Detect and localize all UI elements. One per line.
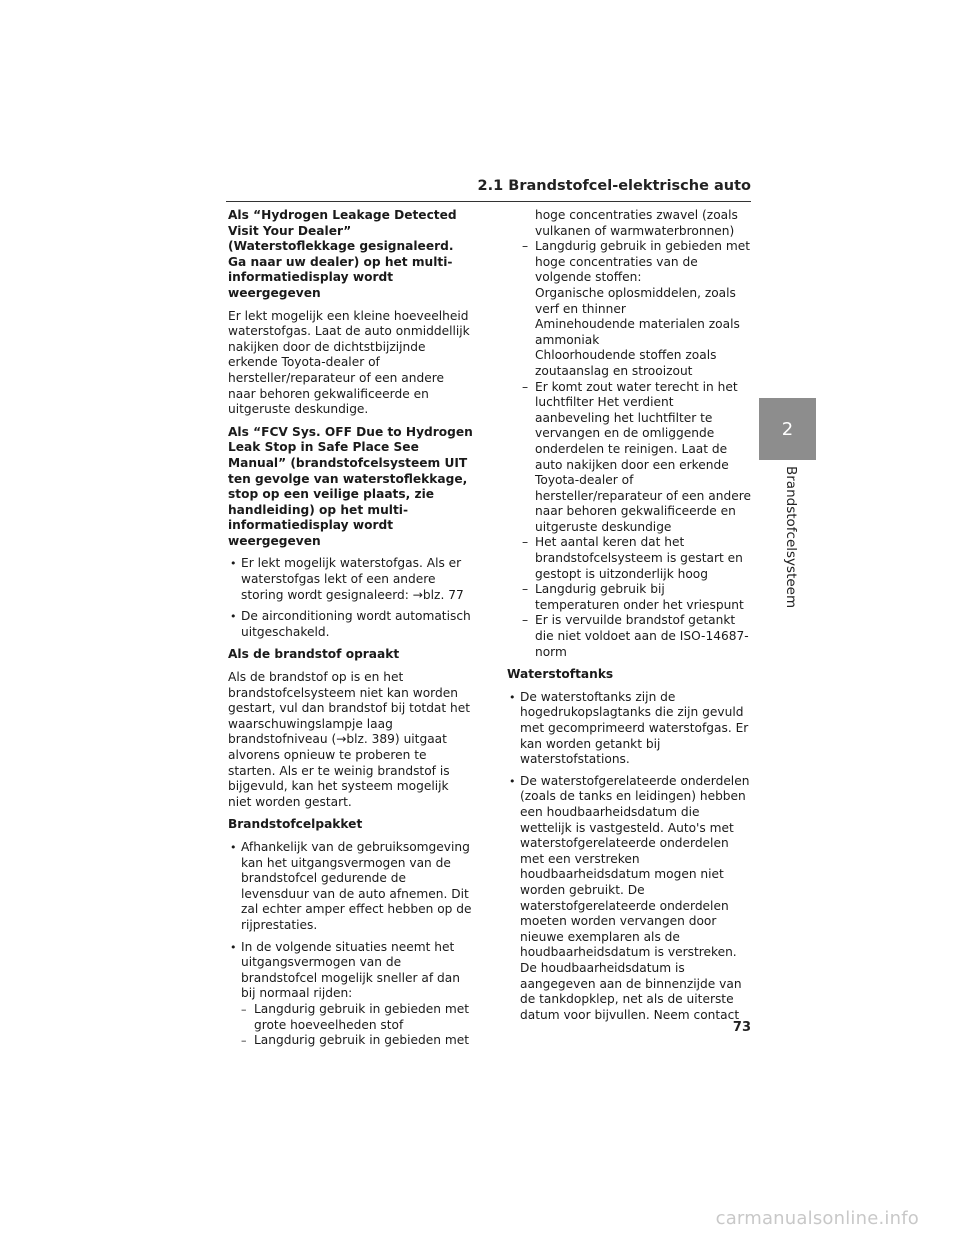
list-item: [228, 940, 473, 1049]
section-heading-hydrogen-leakage: Als “Hydrogen Leakage Detected Visit Your Dealer” (Waterstoflekkage gesignaleerd. Ga naar uw dealer) op het multi-informatiedisplay wordt weergegeven: [228, 208, 457, 300]
dash-list: [241, 1002, 473, 1049]
dash-item: [522, 239, 752, 379]
list-item: • De airconditioning wordt automatisch uitgeschakeld.: [228, 609, 473, 640]
substance-line: Chloorhoudende stoffen zoals zoutaanslag en strooizout: [535, 348, 717, 378]
dash-item: – Het aantal keren dat het brandstofcelsysteem is gestart en gestopt is uitzonderlijk hoog: [522, 535, 752, 582]
watermark: carmanualsonline.info: [715, 1208, 919, 1229]
section-heading-hydrogen-tanks: Waterstoftanks: [507, 667, 614, 682]
dash-item: – Er is vervuilde brandstof getankt die niet voldoet aan de ISO-14687-norm: [522, 613, 752, 660]
list-item-text: In de volgende situaties neemt het uitgangsvermogen van de brandstofcel mogelijk sneller af dan bij normaal rijden:: [241, 939, 460, 1001]
bullet-list-fcv-sys-off: [228, 556, 473, 640]
bullet-list-fuel-cell-stack: [228, 840, 473, 1049]
header-divider: [226, 201, 751, 202]
paragraph-hydrogen-leakage: Er lekt mogelijk een kleine hoeveelheid waterstofgas. Laat de auto onmiddellijk nakijken door de dichtstbijzijnde erkende Toyota-dealer of hersteller/reparateur of een andere naar behoren gekwalificeerde en uitgeruste deskundige.: [228, 308, 470, 417]
dash-list: [522, 239, 752, 660]
dash-item: – Er komt zout water terecht in het luchtfilter Het verdient aanbeveling het luchtfilter te vervangen en de omliggende onderdelen te reinigen. Laat de auto nakijken door een erkende Toyota-dealer of hersteller/reparateur of een andere naar behoren gekwalificeerde en uitgeruste deskundige: [522, 380, 752, 536]
list-item: • De waterstofgerelateerde onderdelen (zoals de tanks en leidingen) hebben een houdbaarheidsdatum die wettelijk is vastgesteld. Auto's met waterstofgerelateerde onderdelen met een verstreken houdbaarheidsdatum mogen niet worden gebruikt. De waterstofgerelateerde onderdelen moeten worden vervangen door nieuwe exemplaren als de houdbaarheidsdatum is verstreken. De houdbaarheidsdatum is aangegeven aan de binnenzijde van de tankdopklep, net als de uiterste datum voor bijvullen. Neem contact: [507, 774, 752, 1024]
substance-line: Organische oplosmiddelen, zoals verf en thinner: [535, 285, 736, 316]
bullet-list-hydrogen-tanks: [507, 690, 752, 1023]
substance-line: Aminehoudende materialen zoals ammoniak: [535, 317, 740, 347]
list-item: • Er lekt mogelijk waterstofgas. Als er waterstofgas lekt of een andere storing wordt gesignaleerd: →blz. 77: [228, 556, 473, 603]
right-column: [507, 208, 752, 1030]
dash-item: – Langdurig gebruik in gebieden met grote hoeveelheden stof: [241, 1002, 473, 1033]
list-item: • Afhankelijk van de gebruiksomgeving kan het uitgangsvermogen van de brandstofcel gedurende de levensduur van de auto afnemen. Dit zal echter amper effect hebben op de rijprestaties.: [228, 840, 473, 934]
continuation-text: hoge concentraties zwavel (zoals vulkanen of warmwaterbronnen): [535, 208, 738, 238]
section-heading-fuel-cell-stack: Brandstofcelpakket: [228, 817, 363, 832]
dash-item-text: Langdurig gebruik in gebieden met hoge concentraties van de volgende stoffen:: [535, 239, 751, 285]
section-heading-fcv-sys-off: Als “FCV Sys. OFF Due to Hydrogen Leak Stop in Safe Place See Manual” (brandstofcelsysteem UIT ten gevolge van waterstoflekkage, stop op een veilige plaats, zie handleiding) op het multi-informatiedisplay wordt weergegeven: [228, 424, 473, 548]
list-item: • De waterstoftanks zijn de hogedrukopslagtanks die zijn gevuld met gecomprimeerd waterstofgas. Er kan worden getankt bij waterstofstations.: [507, 690, 752, 768]
section-header: 2.1 Brandstofcel-elektrische auto: [477, 178, 751, 194]
dash-item: – Langdurig gebruik in gebieden met: [241, 1033, 473, 1049]
left-column: [228, 208, 473, 1056]
page-number: 73: [732, 1020, 751, 1035]
chapter-tab: 2: [759, 398, 816, 460]
chapter-title: Brandstofcelsysteem: [783, 466, 799, 609]
dash-item: – Langdurig gebruik bij temperaturen onder het vriespunt: [522, 582, 752, 613]
section-heading-fuel-empty: Als de brandstof opraakt: [228, 647, 400, 662]
paragraph-fuel-empty: Als de brandstof op is en het brandstofcelsysteem niet kan worden gestart, vul dan brandstof bij totdat het waarschuwingslampje laag brandstofniveau (→blz. 389) uitgaat alvorens opnieuw te proberen te starten. Als er te weinig brandstof is bijgevuld, kan het systeem mogelijk niet worden gestart.: [228, 670, 471, 809]
